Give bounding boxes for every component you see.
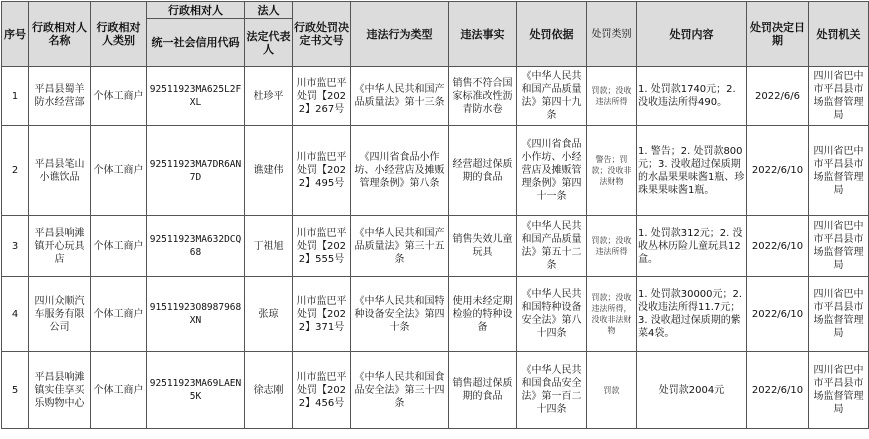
cell-punish-cat: 罚款；没收违法所得，没收非法财物 (587, 277, 637, 352)
cell-content: 处罚款2004元 (637, 352, 747, 429)
cell-content: 1. 处罚款30000元；2. 没收违法所得11.7元；3. 没收超过保质期的紫菜4袋。 (637, 277, 747, 352)
cell-doc: 川市监巴平处罚【2022】267号 (293, 67, 351, 126)
cell-authority: 四川省巴中市平昌县市场监督管理局 (809, 67, 869, 126)
table-row (2, 126, 869, 216)
cell-punish-cat: 警告；罚款；没收非法财物 (587, 126, 637, 216)
table-row (2, 67, 869, 126)
header-legal: 法定代表人 (245, 19, 293, 67)
cell-punish-cat: 罚款 (587, 352, 637, 429)
header-fact: 违法事实 (449, 2, 517, 67)
header-seq: 序号 (2, 2, 29, 67)
cell-seq: 4 (2, 277, 29, 352)
header-violation: 违法行为类型 (351, 2, 449, 67)
cell-category: 个体工商户 (91, 216, 147, 277)
cell-name: 平昌县笔山小谯饮品 (29, 126, 91, 216)
table-row (2, 352, 869, 429)
cell-content: 1. 处罚款1740元；2. 没收违法所得490。 (637, 67, 747, 126)
header-content: 处罚内容 (637, 2, 747, 67)
cell-category: 个体工商户 (91, 277, 147, 352)
cell-date: 2022/6/10 (747, 216, 809, 277)
cell-date: 2022/6/6 (747, 67, 809, 126)
header-row (2, 2, 869, 19)
cell-credit: 92511923MA7DR6AN7D (147, 126, 245, 216)
cell-credit: 92511923MA625L2FXL (147, 67, 245, 126)
cell-credit: 92511923MA632DCQ68 (147, 216, 245, 277)
cell-fact: 销售超过保质期的食品 (449, 352, 517, 429)
cell-seq: 5 (2, 352, 29, 429)
cell-fact: 销售不符合国家标准改性沥青防水卷 (449, 67, 517, 126)
cell-authority: 四川省巴中市平昌县市场监督管理局 (809, 277, 869, 352)
header-name: 行政相对人名称 (29, 2, 91, 67)
cell-punish-cat: 罚款；没收违法所得 (587, 216, 637, 277)
cell-fact: 使用未经定期检验的特种设备 (449, 277, 517, 352)
cell-seq: 3 (2, 216, 29, 277)
cell-date: 2022/6/10 (747, 352, 809, 429)
cell-fact: 经营超过保质期的食品 (449, 126, 517, 216)
penalty-table (1, 1, 869, 429)
cell-doc: 川市监巴平处罚【2022】555号 (293, 216, 351, 277)
cell-legal: 谯建伟 (245, 126, 293, 216)
cell-authority: 四川省巴中市平昌县市场监督管理局 (809, 216, 869, 277)
cell-violation: 《中华人民共和国产品质量法》第十三条 (351, 67, 449, 126)
cell-basis: 《中华人民共和国产品质量法》第四十九条 (517, 67, 587, 126)
cell-violation: 《中华人民共和国特种设备安全法》第四十条 (351, 277, 449, 352)
cell-doc: 川市监巴平处罚【2022】456号 (293, 352, 351, 429)
header-legal-group: 法人 (245, 2, 293, 19)
cell-basis: 《中华人民共和国产品质量法》第五十二条 (517, 216, 587, 277)
header-doc: 行政处罚决定书文号 (293, 2, 351, 67)
header-credit: 统一社会信用代码 (147, 19, 245, 67)
header-punish-cat: 处罚类别 (587, 2, 637, 67)
cell-content: 1. 警告；2. 处罚款800元；3. 没收超过保质期的水晶果果味酱1瓶、珍珠果果味酱1瓶。 (637, 126, 747, 216)
cell-punish-cat: 罚款；没收违法所得 (587, 67, 637, 126)
cell-basis: 《中华人民共和国食品安全法》第一百二十四条 (517, 352, 587, 429)
header-authority: 处罚机关 (809, 2, 869, 67)
cell-doc: 川市监巴平处罚【2022】495号 (293, 126, 351, 216)
cell-violation: 《四川省食品小作坊、小经营店及摊贩管理条例》第八条 (351, 126, 449, 216)
table-row (2, 277, 869, 352)
cell-legal: 徐志刚 (245, 352, 293, 429)
cell-violation: 《中华人民共和国食品安全法》第三十四条 (351, 352, 449, 429)
cell-doc: 川市监巴平处罚【2022】371号 (293, 277, 351, 352)
cell-legal: 张琼 (245, 277, 293, 352)
cell-credit: 92511923MA69LAEN5K (147, 352, 245, 429)
cell-basis: 《中华人民共和国特种设备安全法》第八十四条 (517, 277, 587, 352)
cell-authority: 四川省巴中市平昌县市场监督管理局 (809, 126, 869, 216)
header-category: 行政相对人类别 (91, 2, 147, 67)
cell-name: 平昌县响滩镇开心玩具店 (29, 216, 91, 277)
cell-fact: 销售失效儿童玩具 (449, 216, 517, 277)
cell-credit: 91511923O8987968XN (147, 277, 245, 352)
cell-name: 四川众顺汽车服务有限公司 (29, 277, 91, 352)
cell-category: 个体工商户 (91, 352, 147, 429)
table-row (2, 216, 869, 277)
cell-content: 1. 处罚款312元；2. 没收丛林历险儿童玩具12盒。 (637, 216, 747, 277)
header-date: 处罚决定日期 (747, 2, 809, 67)
cell-name: 平昌县响滩镇实佳享买乐购物中心 (29, 352, 91, 429)
cell-violation: 《中华人民共和国产品质量法》第三十五条 (351, 216, 449, 277)
cell-date: 2022/6/10 (747, 126, 809, 216)
cell-seq: 1 (2, 67, 29, 126)
cell-name: 平昌县蜀羊防水经营部 (29, 67, 91, 126)
cell-category: 个体工商户 (91, 67, 147, 126)
cell-basis: 《四川省食品小作坊、小经营店及摊贩管理条例》第四十一条 (517, 126, 587, 216)
cell-seq: 2 (2, 126, 29, 216)
cell-date: 2022/6/10 (747, 277, 809, 352)
header-basis: 处罚依据 (517, 2, 587, 67)
cell-authority: 四川省巴中市平昌县市场监督管理局 (809, 352, 869, 429)
cell-legal: 丁祖旭 (245, 216, 293, 277)
cell-category: 个体工商户 (91, 126, 147, 216)
header-group: 行政相对人 (147, 2, 245, 19)
cell-legal: 杜珍平 (245, 67, 293, 126)
